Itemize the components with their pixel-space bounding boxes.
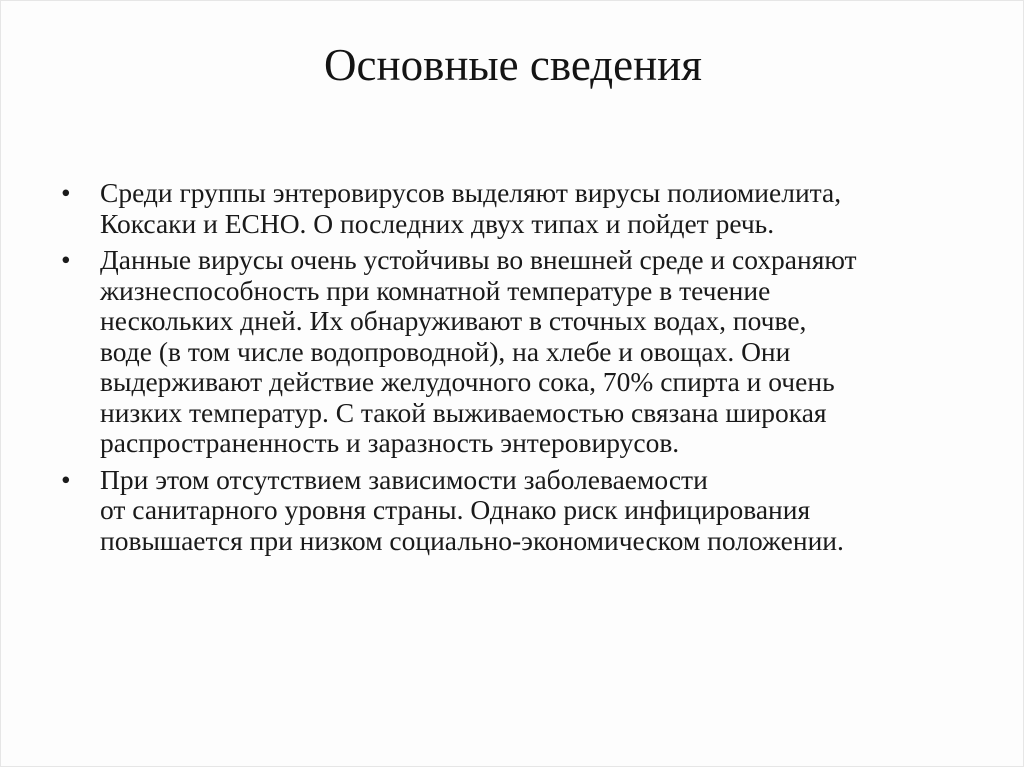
bullet-icon: • bbox=[61, 463, 71, 495]
bullet-icon: • bbox=[61, 244, 71, 275]
bullet-2-line-4: воде (в том числе водопроводной), на хлебе и овощах. Они bbox=[100, 335, 791, 367]
bullet-1-line-1: Среди группы энтеровирусов выделяют вирусы полиомиелита, bbox=[100, 177, 842, 208]
bullet-2-line-3: нескольких дней. Их обнаруживают в сточных водах, почве, bbox=[100, 305, 807, 336]
bullet-1-line-2: Коксаки и ECHO. О последних двух типах и пойдет речь. bbox=[100, 207, 775, 239]
bullet-2-line-7: распространенность и заразность энтеровирусов. bbox=[100, 427, 680, 458]
bullet-item-1 bbox=[61, 178, 981, 239]
bullet-2-line-2: жизнеспособность при комнатной температуре в течение bbox=[100, 274, 771, 306]
bullet-item-3 bbox=[61, 465, 981, 557]
bullet-3-line-1: При этом отсутствием зависимости заболеваемости bbox=[100, 463, 708, 495]
bullet-item-2 bbox=[61, 245, 981, 459]
bullet-list bbox=[61, 178, 981, 562]
bullet-3-line-3: повышается при низком социально-экономическом положении. bbox=[100, 524, 844, 556]
bullet-2-line-1: Данные вирусы очень устойчивы во внешней среде и сохраняют bbox=[100, 244, 857, 275]
bullet-icon: • bbox=[61, 177, 71, 208]
bullet-2-line-6: низких температур. С такой выживаемостью связана широкая bbox=[100, 396, 827, 428]
bullet-2-line-5: выдерживают действие желудочного сока, 70% спирта и очень bbox=[100, 366, 835, 397]
slide-title: Основные сведения bbox=[324, 40, 702, 90]
bullet-3-line-2: от санитарного уровня страны. Однако риск инфицирования bbox=[100, 494, 811, 525]
